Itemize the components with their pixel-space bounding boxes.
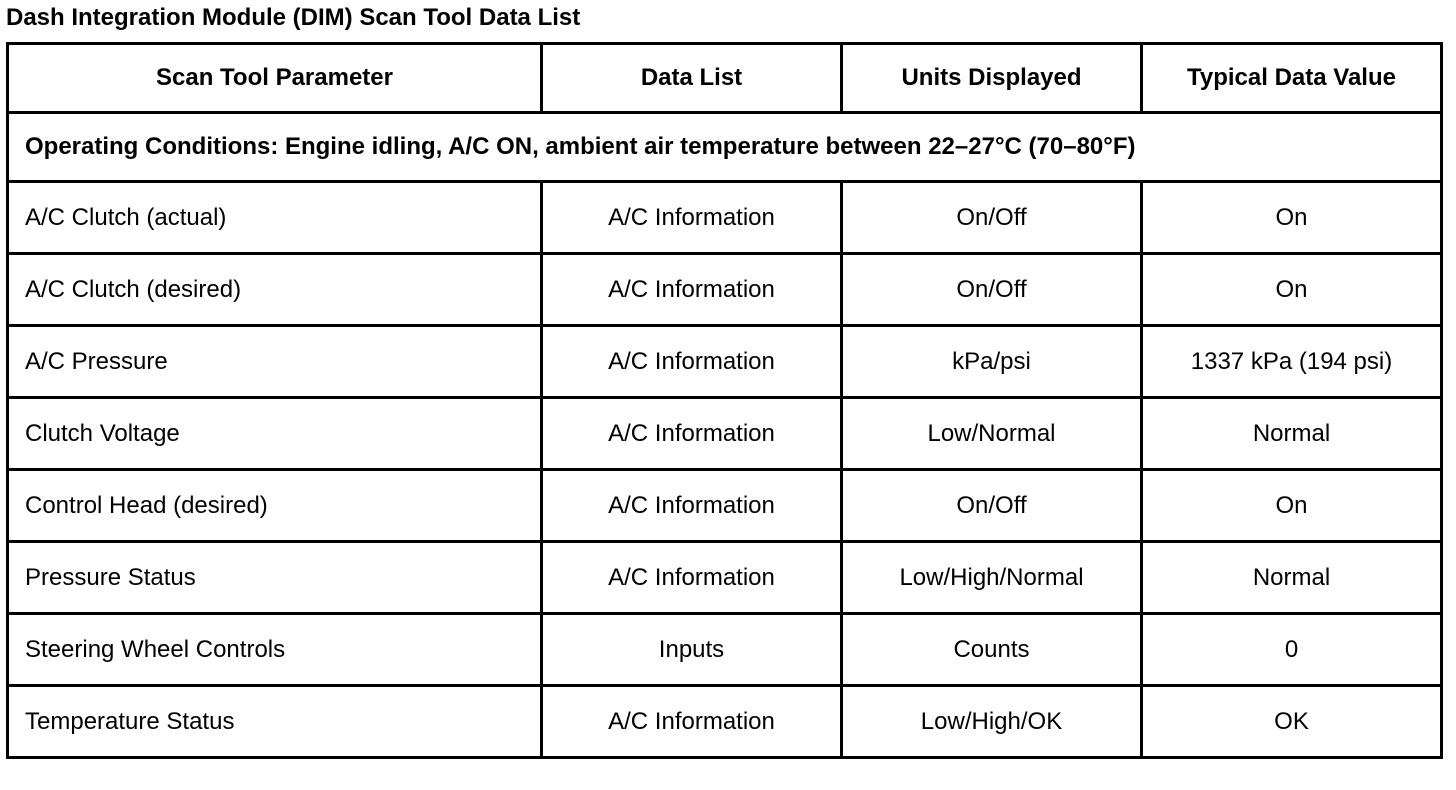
table-row: [8, 182, 1442, 254]
cell-typical-value: 1337 kPa (194 psi): [1142, 326, 1442, 398]
cell-typical-value: On: [1142, 470, 1442, 542]
cell-units: Low/High/Normal: [842, 542, 1142, 614]
cell-parameter: Control Head (desired): [8, 470, 542, 542]
cell-parameter: Clutch Voltage: [8, 398, 542, 470]
cell-typical-value: On: [1142, 182, 1442, 254]
header-data-list: Data List: [542, 44, 842, 113]
cell-units: Low/High/OK: [842, 686, 1142, 758]
operating-conditions-row: [8, 113, 1442, 182]
operating-conditions: Operating Conditions: Engine idling, A/C ON, ambient air temperature between 22–27°C (70–80°F): [8, 113, 1442, 182]
table-row: [8, 614, 1442, 686]
cell-data-list: A/C Information: [542, 542, 842, 614]
document-title: Dash Integration Module (DIM) Scan Tool Data List: [6, 4, 581, 31]
header-typical-data-value: Typical Data Value: [1142, 44, 1442, 113]
cell-typical-value: Normal: [1142, 398, 1442, 470]
cell-units: On/Off: [842, 254, 1142, 326]
header-scan-tool-parameter: Scan Tool Parameter: [8, 44, 542, 113]
cell-units: On/Off: [842, 182, 1142, 254]
scan-tool-data-table: [6, 42, 1443, 759]
cell-typical-value: On: [1142, 254, 1442, 326]
cell-data-list: A/C Information: [542, 182, 842, 254]
cell-data-list: A/C Information: [542, 470, 842, 542]
cell-typical-value: OK: [1142, 686, 1442, 758]
cell-parameter: Pressure Status: [8, 542, 542, 614]
table-row: [8, 326, 1442, 398]
cell-data-list: A/C Information: [542, 254, 842, 326]
cell-units: kPa/psi: [842, 326, 1142, 398]
cell-units: Counts: [842, 614, 1142, 686]
table-row: [8, 398, 1442, 470]
header-units-displayed: Units Displayed: [842, 44, 1142, 113]
cell-parameter: A/C Pressure: [8, 326, 542, 398]
table-header-row: [8, 44, 1442, 113]
table-row: [8, 254, 1442, 326]
cell-data-list: Inputs: [542, 614, 842, 686]
cell-data-list: A/C Information: [542, 398, 842, 470]
table-row: [8, 686, 1442, 758]
cell-data-list: A/C Information: [542, 686, 842, 758]
cell-typical-value: Normal: [1142, 542, 1442, 614]
table-row: [8, 470, 1442, 542]
cell-units: On/Off: [842, 470, 1142, 542]
cell-typical-value: 0: [1142, 614, 1442, 686]
cell-parameter: Steering Wheel Controls: [8, 614, 542, 686]
cell-parameter: A/C Clutch (desired): [8, 254, 542, 326]
cell-parameter: A/C Clutch (actual): [8, 182, 542, 254]
cell-data-list: A/C Information: [542, 326, 842, 398]
cell-parameter: Temperature Status: [8, 686, 542, 758]
table-row: [8, 542, 1442, 614]
cell-units: Low/Normal: [842, 398, 1142, 470]
